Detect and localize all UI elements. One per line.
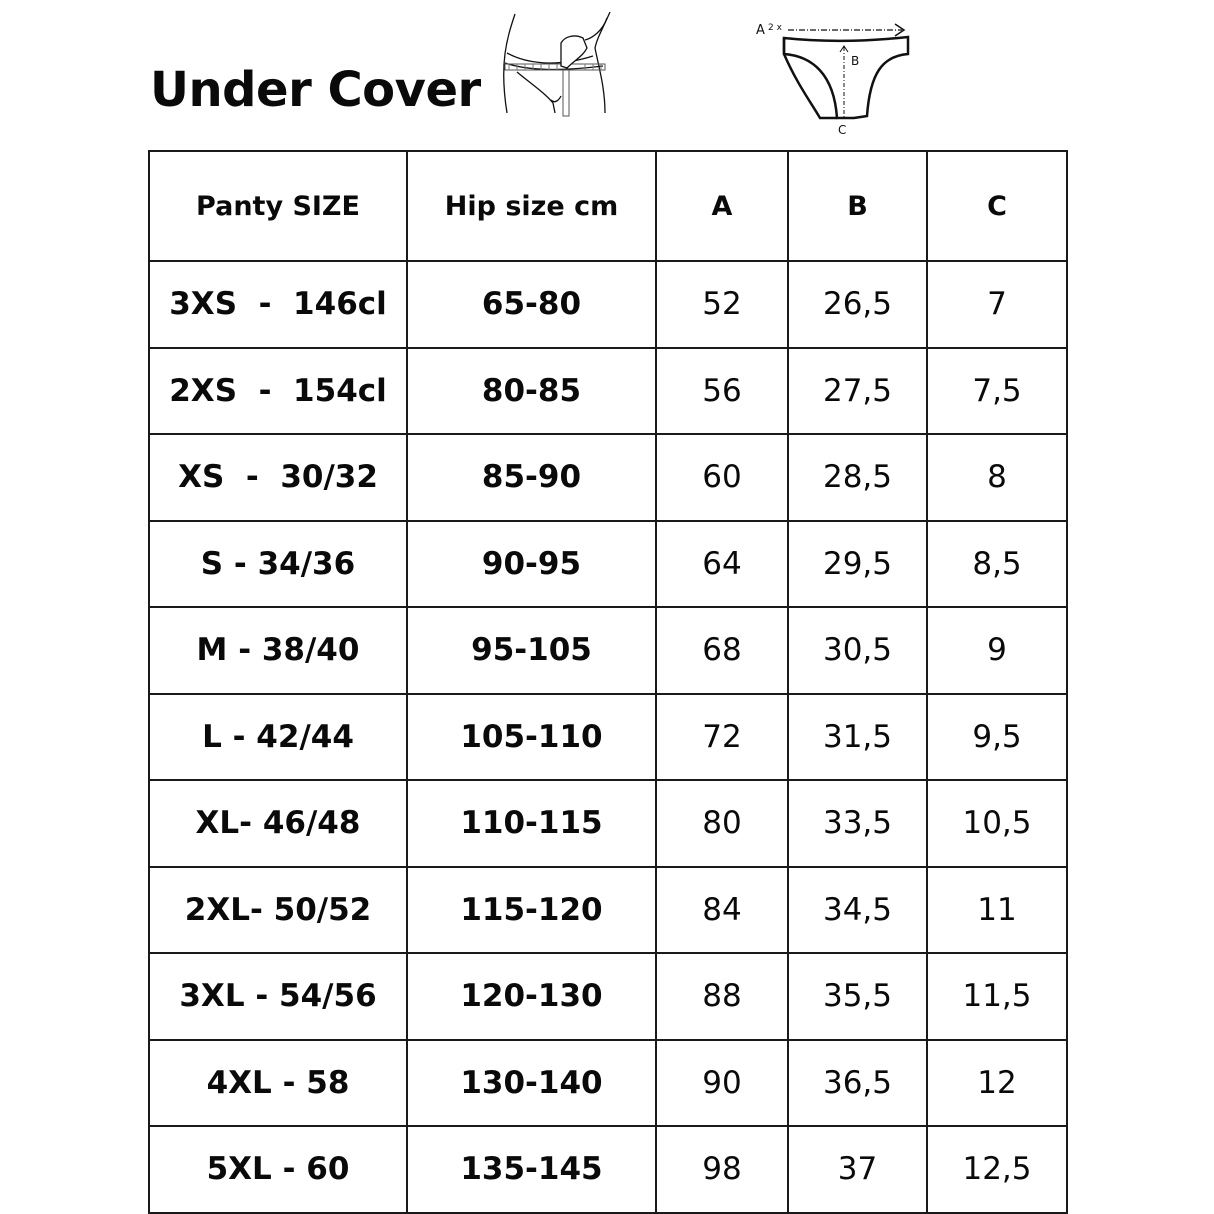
cell-c: 8 (927, 434, 1067, 521)
cell-hip: 90-95 (407, 521, 656, 608)
cell-a: 64 (656, 521, 788, 608)
cell-size: 3XL - 54/56 (149, 953, 407, 1040)
table-row (149, 434, 1067, 521)
cell-a: 56 (656, 348, 788, 435)
hip-measurement-illustration (495, 8, 620, 118)
cell-b: 30,5 (788, 607, 927, 694)
cell-b: 34,5 (788, 867, 927, 954)
cell-a: 52 (656, 261, 788, 348)
cell-c: 7 (927, 261, 1067, 348)
cell-hip: 115-120 (407, 867, 656, 954)
cell-b: 29,5 (788, 521, 927, 608)
size-chart-table (148, 150, 1068, 1214)
label-a-multiplier: 2 x (768, 23, 782, 33)
cell-c: 7,5 (927, 348, 1067, 435)
cell-a: 84 (656, 867, 788, 954)
cell-hip: 105-110 (407, 694, 656, 781)
cell-c: 12 (927, 1040, 1067, 1127)
cell-size: XL- 46/48 (149, 780, 407, 867)
cell-hip: 80-85 (407, 348, 656, 435)
header-c: C (927, 151, 1067, 261)
cell-c: 12,5 (927, 1126, 1067, 1213)
cell-a: 60 (656, 434, 788, 521)
cell-b: 35,5 (788, 953, 927, 1040)
cell-b: 28,5 (788, 434, 927, 521)
cell-hip: 95-105 (407, 607, 656, 694)
cell-size: 2XS - 154cl (149, 348, 407, 435)
label-c: C (838, 123, 847, 137)
label-b: B (851, 54, 860, 68)
cell-b: 37 (788, 1126, 927, 1213)
table-row (149, 348, 1067, 435)
cell-hip: 65-80 (407, 261, 656, 348)
table-row (149, 694, 1067, 781)
cell-b: 36,5 (788, 1040, 927, 1127)
cell-a: 88 (656, 953, 788, 1040)
cell-c: 11 (927, 867, 1067, 954)
header-b: B (788, 151, 927, 261)
table-row (149, 521, 1067, 608)
table-row (149, 607, 1067, 694)
cell-hip: 135-145 (407, 1126, 656, 1213)
cell-size: 2XL- 50/52 (149, 867, 407, 954)
header-panty-size: Panty SIZE (149, 151, 407, 261)
cell-b: 31,5 (788, 694, 927, 781)
cell-c: 11,5 (927, 953, 1067, 1040)
cell-size: L - 42/44 (149, 694, 407, 781)
cell-c: 10,5 (927, 780, 1067, 867)
cell-a: 72 (656, 694, 788, 781)
cell-c: 8,5 (927, 521, 1067, 608)
cell-a: 68 (656, 607, 788, 694)
header-a: A (656, 151, 788, 261)
cell-c: 9,5 (927, 694, 1067, 781)
cell-size: 5XL - 60 (149, 1126, 407, 1213)
cell-size: 3XS - 146cl (149, 261, 407, 348)
header-hip-size: Hip size cm (407, 151, 656, 261)
table-row (149, 1126, 1067, 1213)
cell-a: 90 (656, 1040, 788, 1127)
cell-hip: 85-90 (407, 434, 656, 521)
cell-size: S - 34/36 (149, 521, 407, 608)
cell-size: M - 38/40 (149, 607, 407, 694)
cell-a: 80 (656, 780, 788, 867)
cell-b: 33,5 (788, 780, 927, 867)
table-row (149, 953, 1067, 1040)
cell-hip: 110-115 (407, 780, 656, 867)
label-a: A (756, 23, 765, 38)
cell-b: 26,5 (788, 261, 927, 348)
brand-title: Under Cover (150, 62, 481, 118)
cell-a: 98 (656, 1126, 788, 1213)
cell-b: 27,5 (788, 348, 927, 435)
panty-measurement-diagram (752, 14, 912, 139)
cell-hip: 130-140 (407, 1040, 656, 1127)
table-row (149, 261, 1067, 348)
table-row (149, 1040, 1067, 1127)
cell-size: 4XL - 58 (149, 1040, 407, 1127)
table-row (149, 780, 1067, 867)
table-row (149, 867, 1067, 954)
header-row (149, 151, 1067, 261)
cell-hip: 120-130 (407, 953, 656, 1040)
cell-c: 9 (927, 607, 1067, 694)
cell-size: XS - 30/32 (149, 434, 407, 521)
